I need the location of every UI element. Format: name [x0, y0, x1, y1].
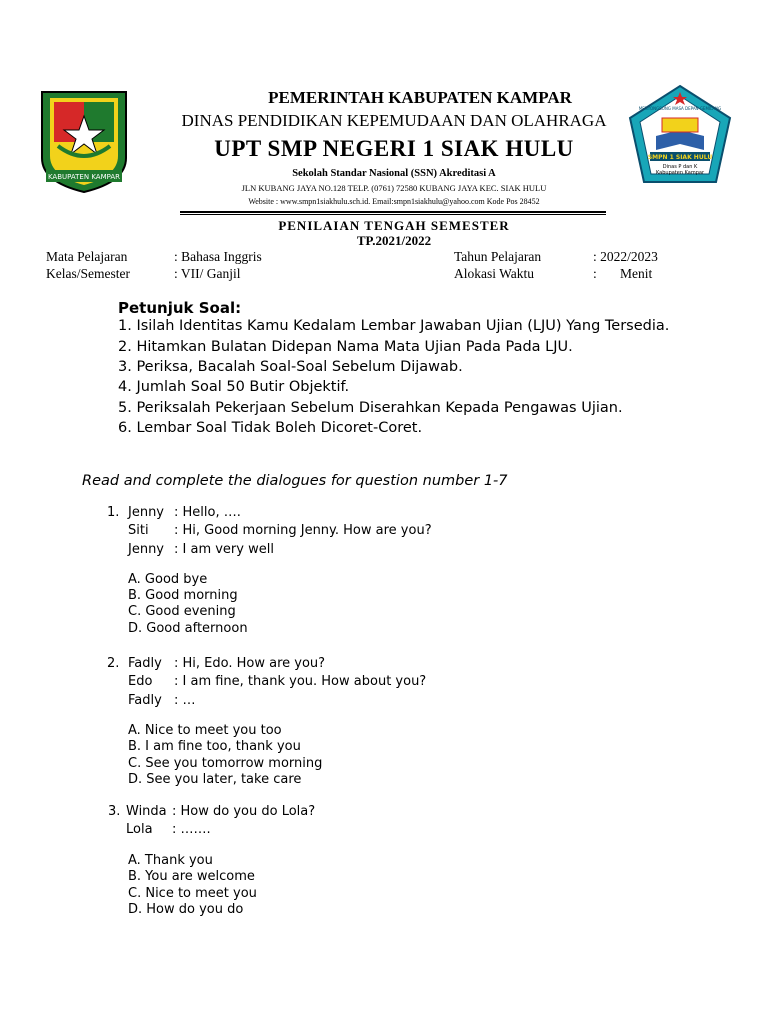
instruction-item: 2. Hitamkan Bulatan Didepan Nama Mata Ujian Pada Pada LJU. — [118, 339, 573, 355]
answer-option: A. Thank you — [128, 853, 213, 868]
letterhead-rule-thick — [180, 211, 606, 213]
time-allocation-label: Alokasi Waktu — [454, 266, 535, 281]
government-name: PEMERINTAH KABUPATEN KAMPAR — [268, 88, 572, 107]
question-number: 2. — [107, 656, 120, 671]
speaker: Siti — [128, 523, 149, 538]
utterance: : Hi, Good morning Jenny. How are you? — [174, 523, 432, 538]
right-logo-school-text: SMPN 1 SIAK HULU — [647, 154, 713, 161]
speaker: Lola — [126, 822, 153, 837]
answer-option: D. How do you do — [128, 902, 244, 917]
utterance: : Hi, Edo. How are you? — [174, 656, 326, 671]
answer-option: C. Good evening — [128, 604, 236, 619]
speaker: Edo — [128, 674, 153, 689]
left-logo-text: KABUPATEN KAMPAR — [47, 173, 121, 181]
exam-year: TP.2021/2022 — [356, 233, 432, 248]
dialogue-line — [128, 656, 325, 671]
speaker: Winda — [126, 804, 167, 819]
class-label: Kelas/Semester — [46, 266, 130, 281]
answer-option: A. Good bye — [128, 572, 208, 587]
question-number: 3. — [108, 804, 121, 819]
address-line: JLN KUBANG JAYA NO.128 TELP. (0761) 72580 KUBANG JAYA KEC. SIAK HULU — [241, 183, 547, 193]
school-name: UPT SMP NEGERI 1 SIAK HULU — [214, 136, 574, 161]
speaker: Fadly — [128, 693, 162, 708]
dialogue-line — [128, 693, 196, 708]
answer-option: B. I am fine too, thank you — [128, 739, 301, 754]
section-heading: Read and complete the dialogues for question number 1-7 — [82, 473, 508, 489]
answer-option: A. Nice to meet you too — [128, 723, 282, 738]
speaker: Jenny — [128, 542, 165, 557]
speaker: Fadly — [128, 656, 162, 671]
answer-option: D. See you later, take care — [128, 772, 302, 787]
utterance: : ……. — [172, 822, 211, 837]
dialogue-line — [128, 674, 426, 689]
answer-option: B. Good morning — [128, 588, 238, 603]
right-logo-bottom-text-1: Dinas P dan K — [662, 164, 698, 170]
answer-option: B. You are welcome — [128, 869, 255, 884]
letterhead-rule-thin — [180, 214, 606, 215]
academic-year-value: : 2022/2023 — [593, 249, 658, 264]
utterance: : … — [174, 693, 196, 708]
time-allocation-value: Menit — [620, 266, 653, 281]
accreditation-line: Sekolah Standar Nasional (SSN) Akreditasi A — [292, 168, 496, 179]
instruction-item: 1. Isilah Identitas Kamu Kedalam Lembar Jawaban Ujian (LJU) Yang Tersedia. — [118, 318, 670, 334]
utterance: : I am fine, thank you. How about you? — [174, 674, 427, 689]
dialogue-line — [126, 822, 211, 837]
subject-label: Mata Pelajaran — [46, 249, 128, 264]
speaker: Jenny — [128, 505, 165, 520]
answer-option: C. See you tomorrow morning — [128, 756, 323, 771]
exam-title: PENILAIAN TENGAH SEMESTER — [278, 218, 510, 233]
instruction-item: 5. Periksalah Pekerjaan Sebelum Diserahkan Kepada Pengawas Ujian. — [118, 400, 623, 416]
dialogue-line — [128, 505, 241, 520]
academic-year-label: Tahun Pelajaran — [454, 249, 542, 264]
website-line: Website : www.smpn1siakhulu.sch.id. Email:smpn1siakhulu@yahoo.com Kode Pos 28452 — [248, 197, 540, 206]
answer-option: C. Nice to meet you — [128, 886, 257, 901]
question-number: 1. — [107, 505, 120, 520]
dialogue-line — [126, 804, 315, 819]
instructions-title: Petunjuk Soal: — [118, 299, 242, 317]
utterance: : How do you do Lola? — [172, 804, 316, 819]
subject-value: : Bahasa Inggris — [174, 249, 262, 264]
answer-option: D. Good afternoon — [128, 621, 248, 636]
department-name: DINAS PENDIDIKAN KEPEMUDAAN DAN OLAHRAGA — [181, 111, 607, 130]
utterance: : I am very well — [174, 542, 274, 557]
instruction-item: 6. Lembar Soal Tidak Boleh Dicoret-Coret. — [118, 420, 423, 436]
instruction-item: 4. Jumlah Soal 50 Butir Objektif. — [118, 379, 350, 395]
instruction-item: 3. Periksa, Bacalah Soal-Soal Sebelum Dijawab. — [118, 359, 463, 375]
utterance: : Hello, …. — [174, 505, 241, 520]
right-logo-motto: MENYONGSONG MASA DEPAN GEMILANG — [638, 106, 722, 111]
class-value: : VII/ Ganjil — [174, 266, 241, 281]
dialogue-line — [128, 523, 432, 538]
time-allocation-colon: : — [593, 266, 597, 281]
right-logo-bottom-text-2: Kabupaten Kampar — [655, 170, 705, 176]
dialogue-line — [128, 542, 274, 557]
